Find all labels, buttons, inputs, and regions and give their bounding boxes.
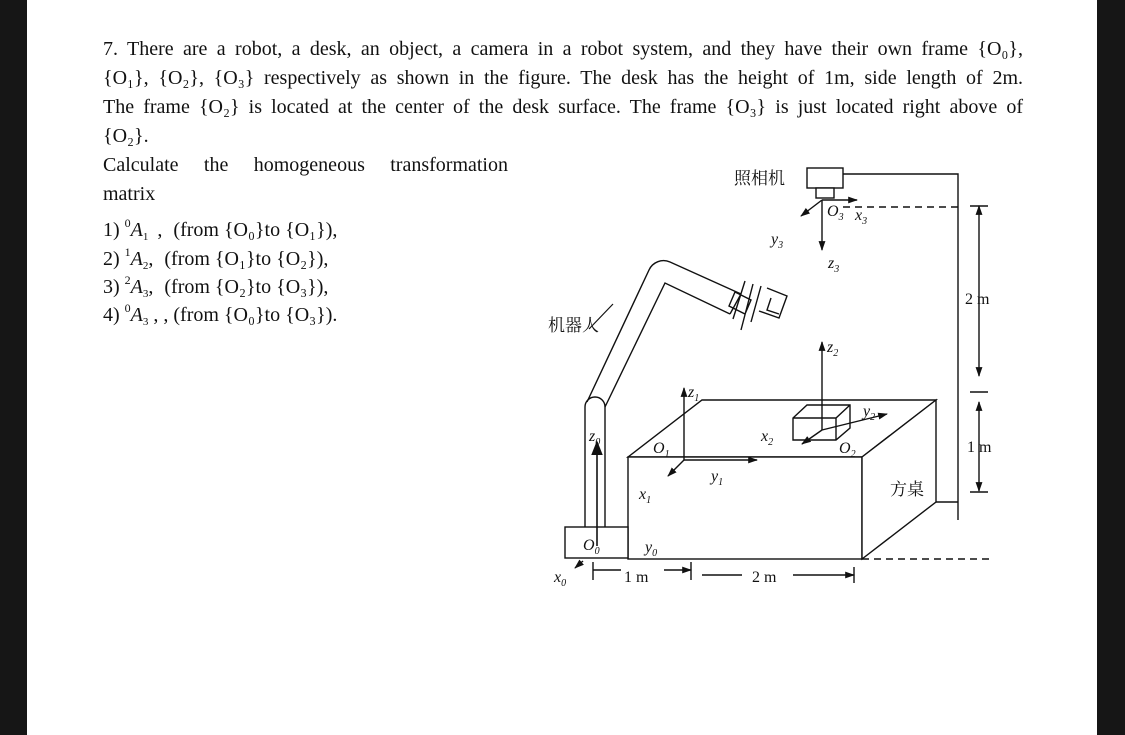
- item-number: 2): [103, 248, 120, 270]
- item-description: (from {O₀}to {O₁}),: [173, 219, 338, 241]
- matrix-subscript: 3: [142, 316, 149, 328]
- dimension-label-1m-vertical: 1 m: [967, 439, 992, 456]
- camera-lens: [816, 188, 834, 198]
- item-separator: , ,: [148, 304, 169, 326]
- camera-label: 照相机: [734, 169, 785, 188]
- matrix-superscript: 1: [124, 245, 131, 259]
- axis-label-x3: $x_3$: [855, 207, 868, 227]
- robot-label: 机器人: [548, 316, 599, 335]
- item-description: (from {O₁}to {O₂}),: [164, 248, 329, 270]
- desk-label: 方桌: [890, 480, 924, 499]
- axis-label-z2: $z_2$: [827, 339, 839, 359]
- item-number: 1): [103, 219, 120, 241]
- dimension-label-2m-vertical: 2 m: [965, 291, 990, 308]
- axis-label-x1: $x_1$: [639, 486, 652, 506]
- item-number: 3): [103, 276, 120, 298]
- matrix-symbol: A: [130, 248, 143, 270]
- instruction-line-2: matrix: [103, 183, 156, 205]
- x0-axis: [575, 561, 583, 568]
- matrix-subscript: 3: [142, 288, 149, 300]
- axis-label-z3: $z_3$: [828, 255, 840, 275]
- axis-label-y0: $y_0$: [645, 539, 658, 559]
- problem-line-2: {O₁}, {O₂}, {O₃} respectively as shown in the figure. The desk has the height of 1m, side length of 2m.: [103, 67, 1023, 89]
- dimension-label-1m-horizontal: 1 m: [624, 569, 649, 586]
- problem-line-1: 7. There are a robot, a desk, an object, a camera in a robot system, and they have their own frame {O₀},: [103, 38, 1023, 60]
- matrix-superscript: 2: [124, 273, 131, 287]
- item-separator: ,: [148, 248, 154, 270]
- matrix-superscript: 0: [124, 301, 131, 315]
- matrix-symbol: A: [130, 219, 143, 241]
- item-separator: ,: [148, 276, 154, 298]
- axis-label-x0: $x_0$: [554, 569, 567, 589]
- y3-axis: [801, 200, 822, 216]
- item-number: 4): [103, 304, 120, 326]
- robot-link-lower: [585, 397, 605, 527]
- axis-label-y3: $y_3$: [771, 231, 784, 251]
- axis-label-y1: $y_1$: [711, 468, 724, 488]
- axis-label-y2: $y_2$: [863, 403, 876, 423]
- matrix-subscript: 1: [142, 231, 149, 243]
- problem-line-4: {O₂}.: [103, 125, 149, 147]
- axis-label-z0: $z_0$: [589, 428, 601, 448]
- frame-label-o2: $O_2$: [839, 440, 856, 460]
- camera-body: [807, 168, 843, 188]
- item-description: (from {O₂}to {O₃}),: [164, 276, 329, 298]
- instruction-line-1: Calculate the homogeneous transformation: [103, 154, 508, 176]
- matrix-symbol: A: [130, 276, 143, 298]
- frame-label-o1: $O_1$: [653, 440, 670, 460]
- axis-label-x2: $x_2$: [761, 428, 774, 448]
- document-page: [27, 0, 1097, 735]
- robot-gripper-icon: [729, 281, 787, 330]
- frame-label-o0: $O_0$: [583, 537, 600, 557]
- matrix-symbol: A: [130, 304, 143, 326]
- robot-link-upper: [587, 261, 741, 402]
- dimension-label-2m-horizontal: 2 m: [752, 569, 777, 586]
- problem-line-3: The frame {O₂} is located at the center of the desk surface. The frame {O₃} is just located right above of: [103, 96, 1023, 118]
- robot-link-upper-inner: [605, 283, 730, 407]
- desk-front-face: [628, 457, 862, 559]
- matrix-superscript: 0: [124, 216, 131, 230]
- matrix-subscript: 2: [142, 260, 149, 272]
- frame-label-o3: $O_3$: [827, 203, 844, 223]
- item-separator: ,: [148, 219, 163, 241]
- robot-system-figure: [27, 0, 1097, 735]
- item-description: (from {O₀}to {O₃}).: [173, 304, 338, 326]
- axis-label-z1: $z_1$: [688, 384, 700, 404]
